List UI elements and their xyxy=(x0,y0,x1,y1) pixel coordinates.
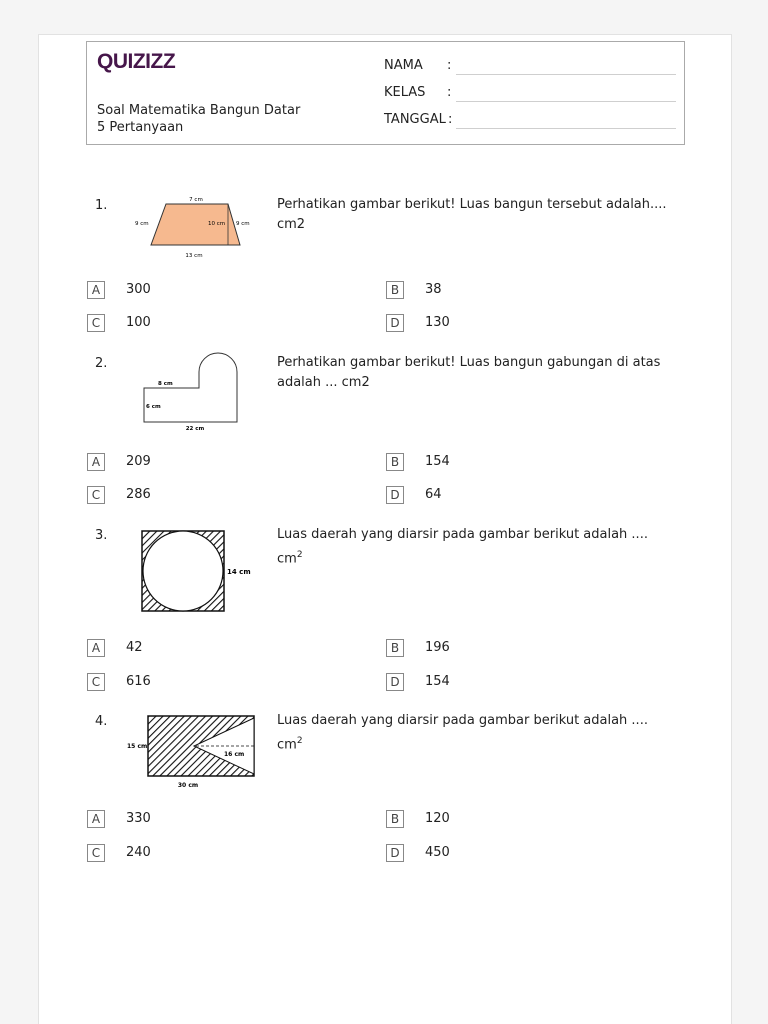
square-side-label: 14 cm xyxy=(227,568,251,576)
q3-option-d-letter[interactable]: D xyxy=(386,673,404,691)
date-line[interactable] xyxy=(456,128,676,129)
class-line[interactable] xyxy=(456,101,676,102)
quizizz-logo: QUIZIZZ xyxy=(97,50,176,73)
trapezoid-left-label: 9 cm xyxy=(135,221,149,227)
date-colon: : xyxy=(448,112,453,127)
question-3-superscript: 2 xyxy=(296,550,303,560)
composite-bottom-label: 22 cm xyxy=(185,426,205,432)
question-count: 5 Pertanyaan xyxy=(97,120,184,135)
question-1-text: Perhatikan gambar berikut! Luas bangun tersebut adalah.... cm2 xyxy=(277,197,667,232)
trapezoid-bottom-label: 13 cm xyxy=(185,253,203,259)
trapezoid-top-label: 7 cm xyxy=(189,197,203,203)
q3-option-a-value[interactable]: 42 xyxy=(126,640,143,655)
rectangle-height-label: 15 cm xyxy=(127,743,148,750)
q4-option-b-letter[interactable]: B xyxy=(386,810,404,828)
q4-option-a-letter[interactable]: A xyxy=(87,810,105,828)
question-3-number: 3. xyxy=(95,528,108,543)
name-colon: : xyxy=(447,58,452,73)
q4-option-d-letter[interactable]: D xyxy=(386,844,404,862)
inscribed-circle xyxy=(143,531,223,611)
question-4-superscript: 2 xyxy=(296,736,303,746)
trapezoid-shape xyxy=(151,204,240,245)
question-4-text-main: Luas daerah yang diarsir pada gambar berikut adalah .... cm xyxy=(277,713,648,753)
class-field xyxy=(384,85,676,105)
question-2-text-line2: adalah ... cm2 xyxy=(277,375,370,390)
q4-option-c-value[interactable]: 240 xyxy=(126,845,151,860)
square-circle-figure xyxy=(138,528,258,614)
rectangle-width-label: 30 cm xyxy=(177,782,199,789)
q3-option-a-letter[interactable]: A xyxy=(87,639,105,657)
q4-option-d-value[interactable]: 450 xyxy=(425,845,450,860)
worksheet-title: Soal Matematika Bangun Datar xyxy=(97,103,301,118)
trapezoid-inner-label: 10 cm xyxy=(208,221,226,227)
q1-option-b-value[interactable]: 38 xyxy=(425,282,442,297)
composite-left-label: 6 cm xyxy=(146,404,161,410)
q1-option-c-value[interactable]: 100 xyxy=(126,315,151,330)
q3-option-c-value[interactable]: 616 xyxy=(126,674,151,689)
q3-option-b-value[interactable]: 196 xyxy=(425,640,450,655)
trapezoid-right-label: 9 cm xyxy=(236,221,250,227)
question-2-text-line1: Perhatikan gambar berikut! Luas bangun gabungan di atas xyxy=(277,355,661,370)
question-3-text-main: Luas daerah yang diarsir pada gambar berikut adalah .... cm xyxy=(277,527,648,567)
q2-option-d-value[interactable]: 64 xyxy=(425,487,442,502)
q1-option-c-letter[interactable]: C xyxy=(87,314,105,332)
q1-option-d-value[interactable]: 130 xyxy=(425,315,450,330)
name-field xyxy=(384,58,676,78)
q1-option-d-letter[interactable]: D xyxy=(386,314,404,332)
class-label: KELAS xyxy=(384,85,426,100)
q2-option-c-value[interactable]: 286 xyxy=(126,487,151,502)
composite-shape xyxy=(144,353,237,422)
q4-option-c-letter[interactable]: C xyxy=(87,844,105,862)
rectangle-triangle-figure xyxy=(124,712,260,794)
q4-option-a-value[interactable]: 330 xyxy=(126,811,151,826)
question-4-number: 4. xyxy=(95,714,108,729)
q2-option-b-value[interactable]: 154 xyxy=(425,454,450,469)
q3-option-c-letter[interactable]: C xyxy=(87,673,105,691)
q4-option-b-value[interactable]: 120 xyxy=(425,811,450,826)
q2-option-c-letter[interactable]: C xyxy=(87,486,105,504)
name-label: NAMA xyxy=(384,58,423,73)
q3-option-b-letter[interactable]: B xyxy=(386,639,404,657)
question-2-number: 2. xyxy=(95,356,108,371)
q1-option-b-letter[interactable]: B xyxy=(386,281,404,299)
trapezoid-figure xyxy=(130,192,260,262)
q3-option-d-value[interactable]: 154 xyxy=(425,674,450,689)
q2-option-d-letter[interactable]: D xyxy=(386,486,404,504)
question-3-text xyxy=(277,525,677,569)
q2-option-a-letter[interactable]: A xyxy=(87,453,105,471)
triangle-height-label: 16 cm xyxy=(224,751,245,758)
composite-top-label: 8 cm xyxy=(158,381,173,387)
name-line[interactable] xyxy=(456,74,676,75)
q2-option-b-letter[interactable]: B xyxy=(386,453,404,471)
class-colon: : xyxy=(447,85,452,100)
question-4-text xyxy=(277,711,677,755)
composite-shape-figure xyxy=(140,348,250,434)
date-label: TANGGAL xyxy=(384,112,446,127)
q1-option-a-value[interactable]: 300 xyxy=(126,282,151,297)
question-1-number: 1. xyxy=(95,198,108,213)
q1-option-a-letter[interactable]: A xyxy=(87,281,105,299)
question-2-text xyxy=(277,353,677,393)
date-field xyxy=(384,112,676,132)
worksheet-header xyxy=(86,41,685,145)
q2-option-a-value[interactable]: 209 xyxy=(126,454,151,469)
